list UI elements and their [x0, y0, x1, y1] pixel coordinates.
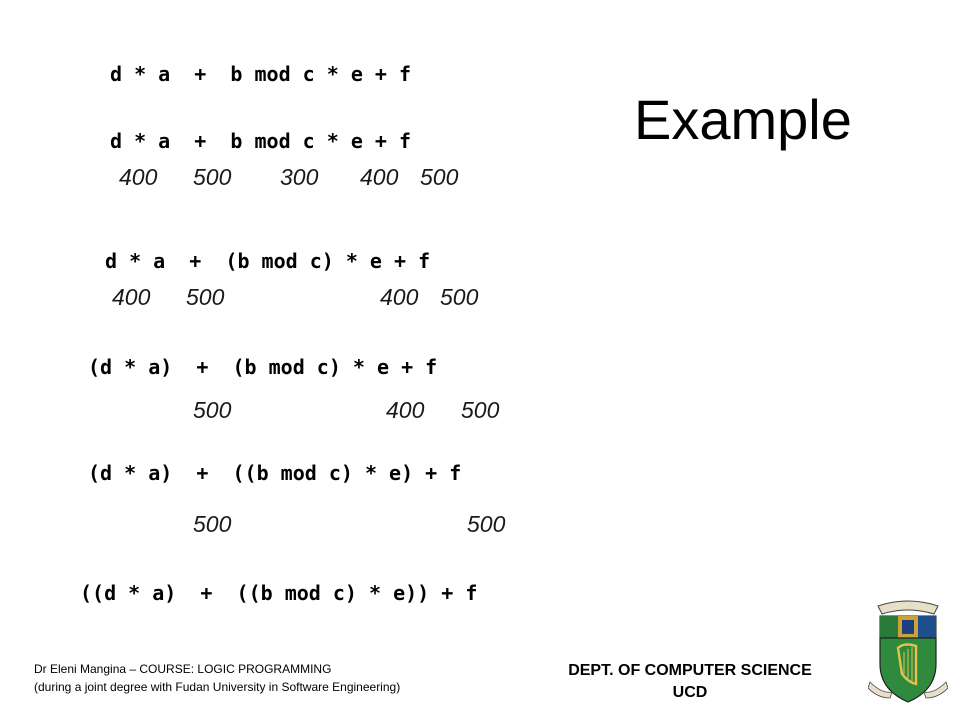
- precedence-value: 500: [193, 164, 232, 190]
- precedence-value: 500: [193, 511, 232, 537]
- footer-department: [540, 660, 840, 704]
- degree-line: (during a joint degree with Fudan University in Software Engineering): [34, 680, 401, 694]
- expression-line-2: d * a + b mod c * e + f: [110, 129, 412, 153]
- expression-line-1: d * a + b mod c * e + f: [110, 62, 412, 86]
- precedence-value: 400: [119, 164, 158, 190]
- expression-line-3: d * a + (b mod c) * e + f: [105, 249, 431, 273]
- precedence-value: 400: [380, 284, 419, 310]
- ucd-line: UCD: [672, 684, 708, 701]
- ucd-crest-icon: [868, 598, 948, 708]
- precedence-value: 500: [467, 511, 506, 537]
- precedence-value: 300: [280, 164, 319, 190]
- expression-line-5: (d * a) + ((b mod c) * e) + f: [88, 461, 462, 485]
- dept-line: DEPT. OF COMPUTER SCIENCE: [568, 662, 812, 679]
- expression-line-6: ((d * a) + ((b mod c) * e)) + f: [80, 581, 478, 605]
- precedence-value: 500: [461, 397, 500, 423]
- expression-line-4: (d * a) + (b mod c) * e + f: [88, 355, 438, 379]
- precedence-value: 500: [186, 284, 225, 310]
- precedence-value: 500: [193, 397, 232, 423]
- footer-author: [34, 660, 400, 696]
- precedence-value: 500: [440, 284, 479, 310]
- author-line: Dr Eleni Mangina – COURSE: LOGIC PROGRAMMING: [34, 662, 332, 676]
- precedence-value: 500: [420, 164, 459, 190]
- precedence-value: 400: [360, 164, 399, 190]
- precedence-value: 400: [386, 397, 425, 423]
- precedence-value: 400: [112, 284, 151, 310]
- slide-title: Example: [634, 88, 852, 151]
